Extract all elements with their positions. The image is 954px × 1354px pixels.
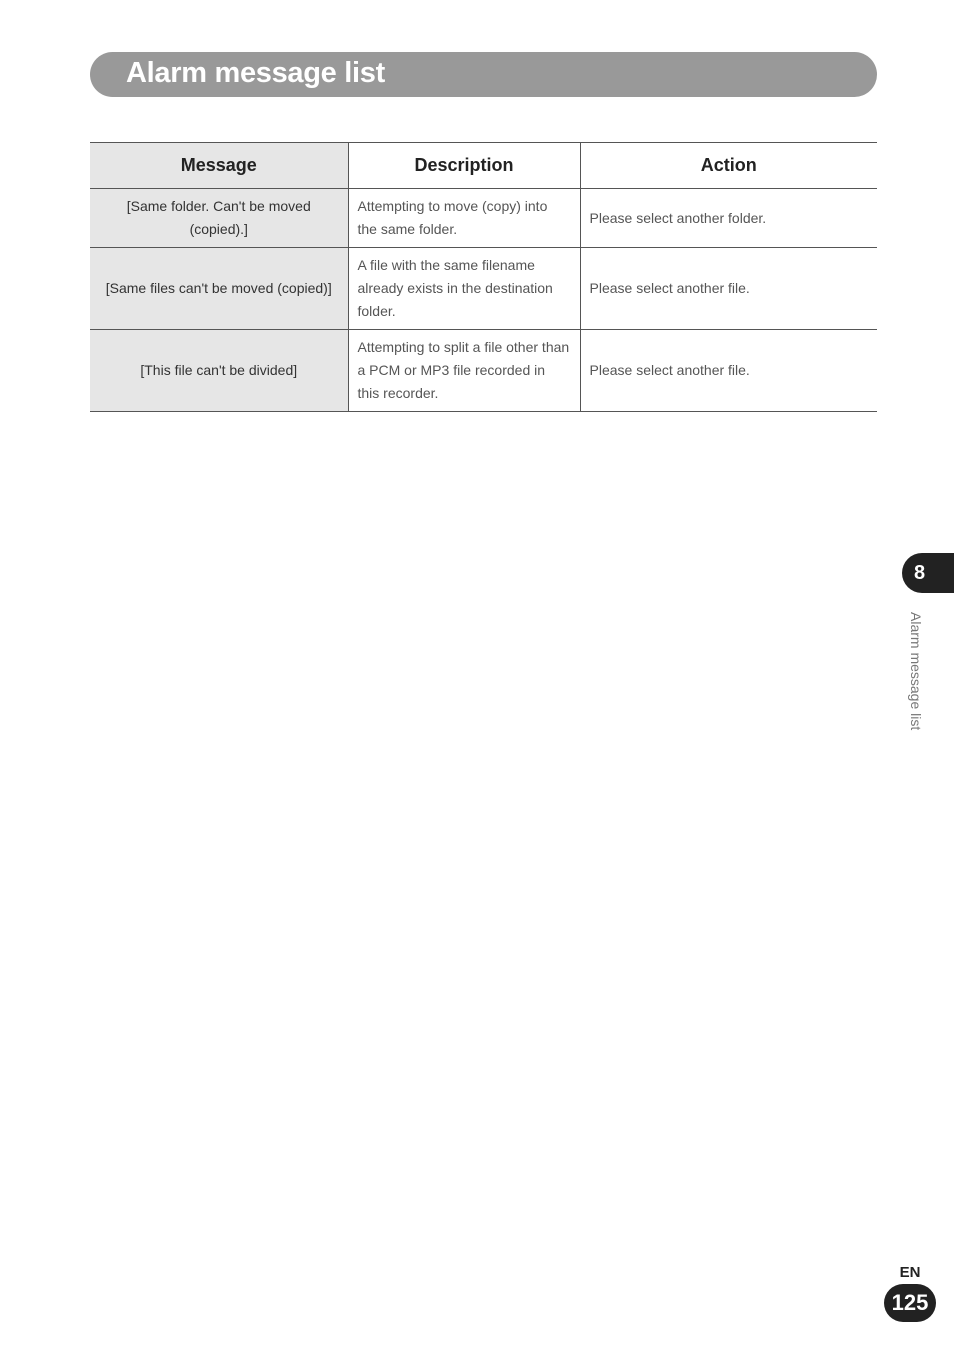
message-cell: [Same files can't be moved (copied)] xyxy=(90,248,348,330)
page-title: Alarm message list xyxy=(126,57,385,89)
header-description: Description xyxy=(348,143,580,189)
table-row xyxy=(90,330,877,412)
action-cell: Please select another folder. xyxy=(580,189,877,248)
side-section-label: Alarm message list xyxy=(908,612,924,731)
language-code: EN xyxy=(899,1264,921,1281)
alarm-message-table xyxy=(90,142,877,412)
description-cell: Attempting to split a file other than a PCM or MP3 file recorded in this recorder. xyxy=(348,330,580,412)
title-bar xyxy=(90,52,877,97)
chapter-number: 8 xyxy=(914,562,926,584)
description-cell: A file with the same filename already exists in the destination folder. xyxy=(348,248,580,330)
table-row xyxy=(90,248,877,330)
header-message: Message xyxy=(90,143,348,189)
chapter-tab xyxy=(902,553,954,593)
header-action: Action xyxy=(580,143,877,189)
message-cell: [This file can't be divided] xyxy=(90,330,348,412)
page-number: 125 xyxy=(884,1284,936,1322)
table-row xyxy=(90,189,877,248)
description-cell: Attempting to move (copy) into the same folder. xyxy=(348,189,580,248)
action-cell: Please select another file. xyxy=(580,330,877,412)
action-cell: Please select another file. xyxy=(580,248,877,330)
message-cell: [Same folder. Can't be moved (copied).] xyxy=(90,189,348,248)
table-header-row xyxy=(90,143,877,189)
